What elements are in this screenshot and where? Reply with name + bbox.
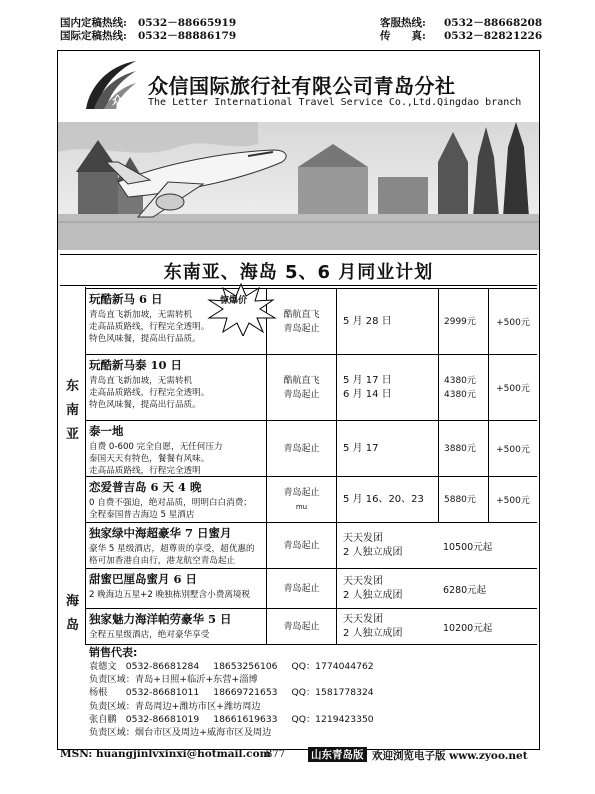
starburst-label: 惊爆价 [220, 296, 248, 306]
flight-cell [266, 609, 336, 644]
price-cell [438, 355, 488, 420]
fax-label: 传 真: [380, 30, 426, 42]
product-title: 泰一地 [89, 424, 124, 438]
banner-image [58, 122, 539, 250]
sales-rep-area: 负责区域：烟台市区及周边+威海市区及周边 [89, 727, 272, 739]
logo-text: 众信 [112, 94, 134, 107]
region-sea-char-1: 东 [65, 379, 79, 394]
title-rule-top [60, 254, 537, 255]
sales-title: 销售代表: [89, 646, 138, 659]
company-name-cn: 众信国际旅行社有限公司青岛分社 [148, 74, 456, 98]
sales-line [85, 660, 537, 673]
sales-line [85, 686, 537, 699]
page-number: B77 [265, 749, 286, 760]
starburst-badge [205, 282, 277, 336]
product-line: 全程泰国普吉海边 5 星酒店 [89, 510, 195, 520]
date-price-cell [336, 569, 537, 608]
price-line: 3880元 [444, 443, 476, 454]
sales-rep-contact: 杨根 0532-86681011 [89, 687, 200, 699]
product-line: 豪华 5 星级酒店，超尊贵的享受，超优惠的 [89, 544, 255, 554]
table-row [85, 522, 537, 568]
domestic-hotline-label: 国内定稿热线: [60, 17, 127, 29]
flight-line: 青岛起止 [283, 389, 320, 400]
date-line: 天天发团 [343, 613, 383, 625]
date-line: 2 人独立成团 [343, 589, 403, 601]
product-desc [85, 477, 266, 522]
price-line: 5880元 [444, 494, 476, 505]
product-desc [85, 609, 266, 644]
flight-cell [266, 477, 336, 522]
date-line: 5 月 28 日 [343, 315, 392, 327]
product-title: 恋爱普吉岛 6 天 4 晚 [89, 480, 202, 494]
product-desc [85, 421, 266, 476]
flight-line: 青岛起止 [283, 487, 320, 498]
sales-reps [85, 645, 537, 739]
table-row [85, 476, 537, 522]
product-title: 甜蜜巴厘岛蜜月 6 日 [89, 572, 198, 586]
product-line: 走高品质路线，行程完全透明 [89, 466, 201, 476]
date-cell [336, 477, 438, 522]
flight-cell [266, 421, 336, 476]
price-line: 4380元 [444, 389, 476, 400]
sales-line [85, 713, 537, 726]
product-line: 走高品质路线，行程完全透明。 [89, 322, 210, 332]
sales-rep-mobile: 18653256106 [213, 661, 278, 672]
table-row [85, 354, 537, 420]
product-title: 玩酷新马 6 日 [89, 292, 163, 306]
flight-line: 青岛起止 [283, 323, 320, 334]
date-line: 天天发团 [343, 575, 383, 587]
sales-rep-contact: 张自鹏 0532-86681019 [89, 713, 200, 725]
price-line: 10500元起 [443, 541, 493, 553]
date-cell [336, 289, 438, 354]
product-line: 特色风味餐，提高出行品质。 [89, 334, 201, 344]
product-title: 玩酷新马泰 10 日 [89, 358, 183, 372]
flight-cell [266, 523, 336, 568]
product-line: 特色风味餐，提高出行品质。 [89, 400, 201, 410]
company-logo [80, 57, 140, 117]
product-line: 0 自费不强迫，绝对品质，明明白白消费； [89, 498, 252, 508]
flight-line: 青岛起止 [283, 540, 320, 551]
product-title: 独家魅力海洋帕劳豪华 5 日 [89, 612, 232, 626]
sales-rep-area: 负责区域：青岛周边+潍坊市区+潍坊周边 [89, 700, 261, 712]
product-line: 格可加香港自由行，港龙航空青岛起止 [89, 556, 236, 566]
date-line: 2 人独立成团 [343, 546, 403, 558]
single-supplement: +500元 [488, 477, 537, 522]
date-line: 6 月 14 日 [343, 388, 392, 400]
company-name-en: The Letter International Travel Service Co.,Ltd.Qingdao branch [148, 97, 522, 108]
intl-hotline-label: 国际定稿热线: [60, 30, 127, 42]
flight-line: 青岛起止 [283, 443, 320, 454]
product-title: 独家绿中海超豪华 7 日蜜月 [89, 526, 232, 540]
region-island-char-2: 岛 [65, 618, 79, 633]
flight-cell [266, 355, 336, 420]
date-line: 5 月 16、20、23 [343, 493, 424, 505]
website-tagline[interactable]: 欢迎浏览电子版 www.zyoo.net [372, 750, 528, 762]
date-line: 天天发团 [343, 532, 383, 544]
date-price-cell [336, 609, 537, 644]
region-sea-char-2: 南 [65, 403, 79, 418]
date-block [337, 575, 439, 603]
region-label-island [60, 590, 85, 638]
title-rule-bottom [60, 285, 537, 286]
product-line: 全程五星级酒店，绝对豪华享受 [89, 630, 210, 640]
price-cell [438, 477, 488, 522]
hotline-block-right [380, 17, 542, 43]
product-line: 青岛直飞新加坡，无需转机 [89, 310, 193, 320]
table-row [85, 568, 537, 608]
date-cell [336, 421, 438, 476]
flight-line: 酷航直飞 [283, 309, 320, 320]
intl-hotline-value: 0532－88886179 [138, 30, 237, 42]
date-price-cell [336, 523, 537, 568]
region-label-sea [60, 375, 85, 447]
product-line: 走高品质路线，行程完全透明。 [89, 388, 210, 398]
sales-rep-qq: QQ：1219423350 [291, 713, 374, 725]
price-line: 4380元 [444, 375, 476, 386]
edition-badge: 山东青岛版 [308, 747, 367, 762]
product-desc [85, 355, 266, 420]
date-line: 5 月 17 [343, 442, 379, 454]
product-line: 泰国天天有特色，餐餐有风味。 [89, 454, 210, 464]
service-hotline-label: 客服热线: [380, 17, 426, 29]
product-desc [85, 569, 266, 608]
sales-line [85, 726, 537, 739]
flight-cell [266, 569, 336, 608]
date-block [337, 532, 439, 560]
msn-contact[interactable]: MSN: huangjinlvxinxi@hotmail.com [60, 748, 271, 760]
price-cell [438, 289, 488, 354]
table-row [85, 420, 537, 476]
table-row [85, 608, 537, 645]
service-hotline-value: 0532－88668208 [444, 17, 543, 29]
domestic-hotline-value: 0532－88665919 [138, 17, 237, 29]
region-sea-char-3: 亚 [65, 427, 79, 442]
flight-line: 青岛起止 [283, 621, 320, 632]
product-desc [85, 523, 266, 568]
date-cell [336, 355, 438, 420]
flight-line: mu [295, 502, 308, 511]
date-line: 5 月 17 日 [343, 374, 392, 386]
single-supplement: +500元 [488, 355, 537, 420]
flight-line: 青岛起止 [283, 583, 320, 594]
flight-line: 酷航直飞 [283, 375, 320, 386]
sales-rep-qq: QQ：1581778324 [291, 687, 374, 699]
date-block [337, 613, 439, 641]
plan-title: 东南亚、海岛 5、6 月同业计划 [163, 262, 434, 283]
product-line: 自费 0-600 完全自愿，无任何压力 [89, 442, 223, 452]
price-cell [438, 421, 488, 476]
sales-rep-mobile: 18661619633 [213, 713, 278, 725]
sales-rep-area: 负责区域：青岛+日照+临沂+东营+淄博 [89, 674, 258, 686]
price-line: 10200元起 [443, 622, 493, 634]
sales-line [85, 673, 537, 686]
hotline-block-left [60, 17, 236, 43]
date-line: 2 人独立成团 [343, 627, 403, 639]
sales-rep-qq: QQ：1774044762 [291, 661, 374, 672]
single-supplement: +500元 [488, 289, 537, 354]
sales-rep-mobile: 18669721653 [213, 687, 278, 699]
price-line: 6280元起 [443, 584, 487, 596]
fax-value: 0532－82821226 [444, 30, 543, 42]
sales-line [85, 700, 537, 713]
region-island-char-1: 海 [65, 594, 79, 609]
table-row [85, 288, 537, 354]
single-supplement: +500元 [488, 421, 537, 476]
sales-rep-contact: 袁德文 0532-86681284 [89, 661, 200, 672]
price-line: 2999元 [444, 316, 476, 327]
product-line: 2 晚海边五星+2 晚独栋别墅含小费离境税 [89, 590, 251, 600]
product-line: 青岛直飞新加坡，无需转机 [89, 376, 193, 386]
